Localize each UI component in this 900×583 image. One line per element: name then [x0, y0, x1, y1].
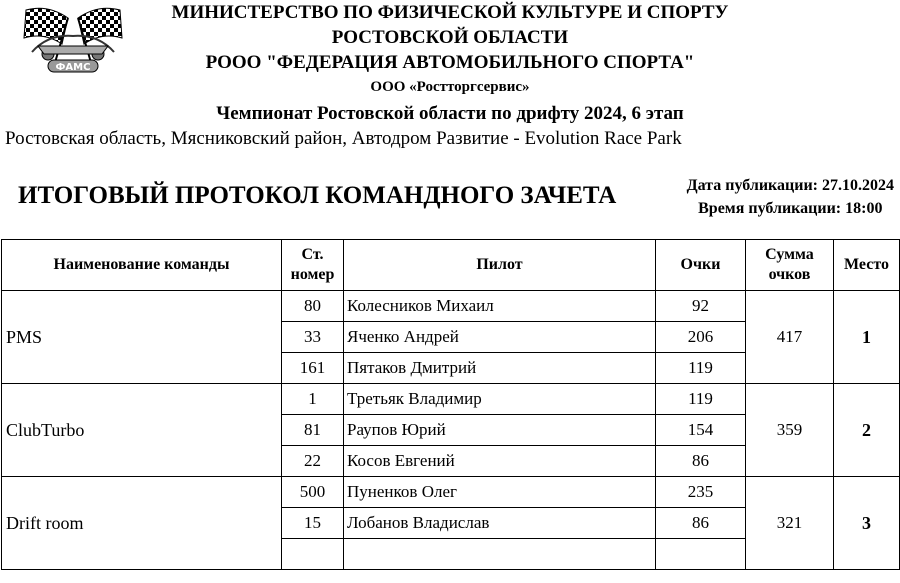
team-sum: 417 [746, 291, 834, 384]
start-number: 500 [282, 477, 344, 508]
results-table [1, 239, 900, 570]
pilot-name: Пуненков Олег [344, 477, 656, 508]
table-row [2, 477, 900, 508]
header-team: Наименование команды [2, 240, 282, 291]
start-number: 161 [282, 353, 344, 384]
start-number: 80 [282, 291, 344, 322]
event-title: Чемпионат Ростовской области по дрифту 2024, 6 этап [216, 103, 684, 124]
pilot-points: 86 [656, 508, 746, 539]
pilot-points: 206 [656, 322, 746, 353]
pilot-name: Яченко Андрей [344, 322, 656, 353]
pilot-name: Косов Евгений [344, 446, 656, 477]
pilot-points: 119 [656, 384, 746, 415]
team-name: Drift room [2, 477, 282, 570]
table-row [2, 291, 900, 322]
start-number: 1 [282, 384, 344, 415]
event-location: Ростовская область, Мясниковский район, Автодром Развитие - Evolution Race Park [5, 128, 682, 149]
pilot-name: Колесников Михаил [344, 291, 656, 322]
pilot-name: Раупов Юрий [344, 415, 656, 446]
pilot-name: Пятаков Дмитрий [344, 353, 656, 384]
publication-time: Время публикации: 18:00 [698, 200, 883, 217]
team-name: ClubTurbo [2, 384, 282, 477]
team-name: PMS [2, 291, 282, 384]
table-header-row [2, 240, 900, 291]
table-row [2, 384, 900, 415]
start-number: 81 [282, 415, 344, 446]
start-number [282, 539, 344, 570]
start-number: 22 [282, 446, 344, 477]
pilot-points: 119 [656, 353, 746, 384]
ministry-title: МИНИСТЕРСТВО ПО ФИЗИЧЕСКОЙ КУЛЬТУРЕ И СПОРТУ [171, 2, 729, 23]
team-place: 1 [834, 291, 900, 384]
header-place: Место [834, 240, 900, 291]
logo-text: ФАМС [55, 62, 91, 73]
organizer-title: ООО «Ростторгсервис» [370, 79, 530, 95]
publication-info [687, 174, 894, 220]
team-place: 2 [834, 384, 900, 477]
region-title: РОСТОВСКОЙ ОБЛАСТИ [331, 27, 569, 48]
publication-date: Дата публикации: 27.10.2024 [686, 177, 894, 194]
pilot-points: 86 [656, 446, 746, 477]
team-sum: 359 [746, 384, 834, 477]
pilot-name [344, 539, 656, 570]
start-number: 33 [282, 322, 344, 353]
team-place: 3 [834, 477, 900, 570]
protocol-title: ИТОГОВЫЙ ПРОТОКОЛ КОМАНДНОГО ЗАЧЕТА [18, 182, 617, 209]
team-sum: 321 [746, 477, 834, 570]
pilot-name: Третьяк Владимир [344, 384, 656, 415]
pilot-points [656, 539, 746, 570]
pilot-name: Лобанов Владислав [344, 508, 656, 539]
pilot-points: 92 [656, 291, 746, 322]
pilot-points: 235 [656, 477, 746, 508]
header-pilot: Пилот [344, 240, 656, 291]
start-number: 15 [282, 508, 344, 539]
header-sum: Сумма очков [746, 240, 834, 291]
federation-title: РООО "ФЕДЕРАЦИЯ АВТОМОБИЛЬНОГО СПОРТА" [205, 52, 695, 73]
header-points: Очки [656, 240, 746, 291]
header-number: Ст. номер [282, 240, 344, 291]
pilot-points: 154 [656, 415, 746, 446]
